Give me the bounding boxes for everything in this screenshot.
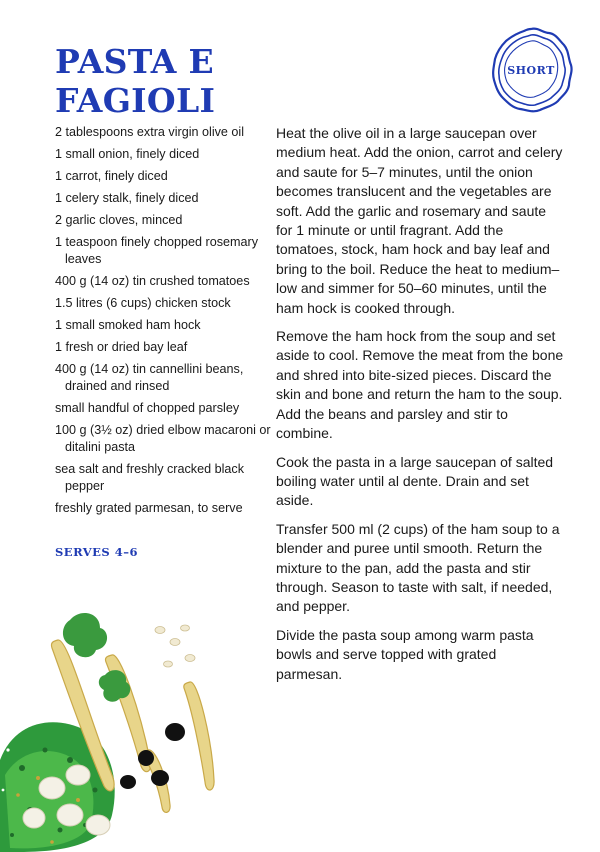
short-badge bbox=[488, 25, 574, 115]
method-step: Heat the olive oil in a large saucepan over medium heat. Add the onion, carrot and celery and saute for 5–7 minutes, until the onion becomes translucent and the vegetables are soft. Add the garlic and rosemary and saute for 1 minute or until fragrant. Add the tomatoes, stock, ham hock and bay leaf and bring to the boil. Reduce the heat to medium–low and simmer for 50–60 minutes, until the ham hock is cooked through. bbox=[276, 125, 563, 316]
ingredient-item: 400 g (14 oz) tin crushed tomatoes bbox=[55, 274, 250, 288]
badge-label: SHORT bbox=[507, 63, 555, 77]
ingredient-item: 1 fresh or dried bay leaf bbox=[55, 340, 188, 354]
ingredient-item: 2 tablespoons extra virgin olive oil bbox=[55, 125, 245, 139]
ingredient-list bbox=[55, 124, 275, 522]
ingredient-item: 100 g (3½ oz) dried elbow macaroni or ditalini pasta bbox=[55, 423, 271, 454]
method-step: Cook the pasta in a large saucepan of salted boiling water until al dente. Drain and set aside. bbox=[276, 453, 554, 509]
black-olives-icon bbox=[120, 723, 185, 789]
method-step: Remove the ham hock from the soup and set aside to cool. Remove the meat from the bone and shred into bite-sized pieces. Discard the skin and bone and return the ham to the soup. Add the beans and parsley and stir to combine. bbox=[276, 328, 564, 442]
ingredient-item: 1 small smoked ham hock bbox=[55, 318, 201, 332]
method-steps bbox=[276, 124, 566, 693]
ingredient-item: 2 garlic cloves, minced bbox=[55, 213, 183, 227]
ingredient-item: 1 carrot, finely diced bbox=[55, 169, 168, 183]
ingredient-item: 1 small onion, finely diced bbox=[55, 147, 200, 161]
pasta-illustration bbox=[0, 600, 290, 852]
small-beans-icon bbox=[155, 625, 195, 667]
ingredient-item: sea salt and freshly cracked black pepper bbox=[55, 462, 244, 493]
ingredient-item: 1 teaspoon finely chopped rosemary leaves bbox=[55, 235, 259, 266]
ingredient-item: 400 g (14 oz) tin cannellini beans, drained and rinsed bbox=[55, 362, 244, 393]
title-line-1: PASTA E bbox=[55, 42, 214, 81]
ingredient-item: freshly grated parmesan, to serve bbox=[55, 501, 243, 515]
serves-label: SERVES 4–6 bbox=[55, 545, 138, 559]
title-line-2: FAGIOLI bbox=[55, 81, 216, 120]
recipe-title bbox=[55, 42, 215, 120]
ingredient-item: 1 celery stalk, finely diced bbox=[55, 191, 199, 205]
method-step: Divide the pasta soup among warm pasta bowls and serve topped with grated parmesan. bbox=[276, 626, 534, 682]
ingredient-item: small handful of chopped parsley bbox=[55, 401, 240, 415]
ingredient-item: 1.5 litres (6 cups) chicken stock bbox=[55, 296, 231, 310]
method-step: Transfer 500 ml (2 cups) of the ham soup to a blender and puree until smooth. Return the mixture to the pan, add the pasta and stir through. Season to taste with salt, if needed, and pepper. bbox=[276, 520, 560, 615]
